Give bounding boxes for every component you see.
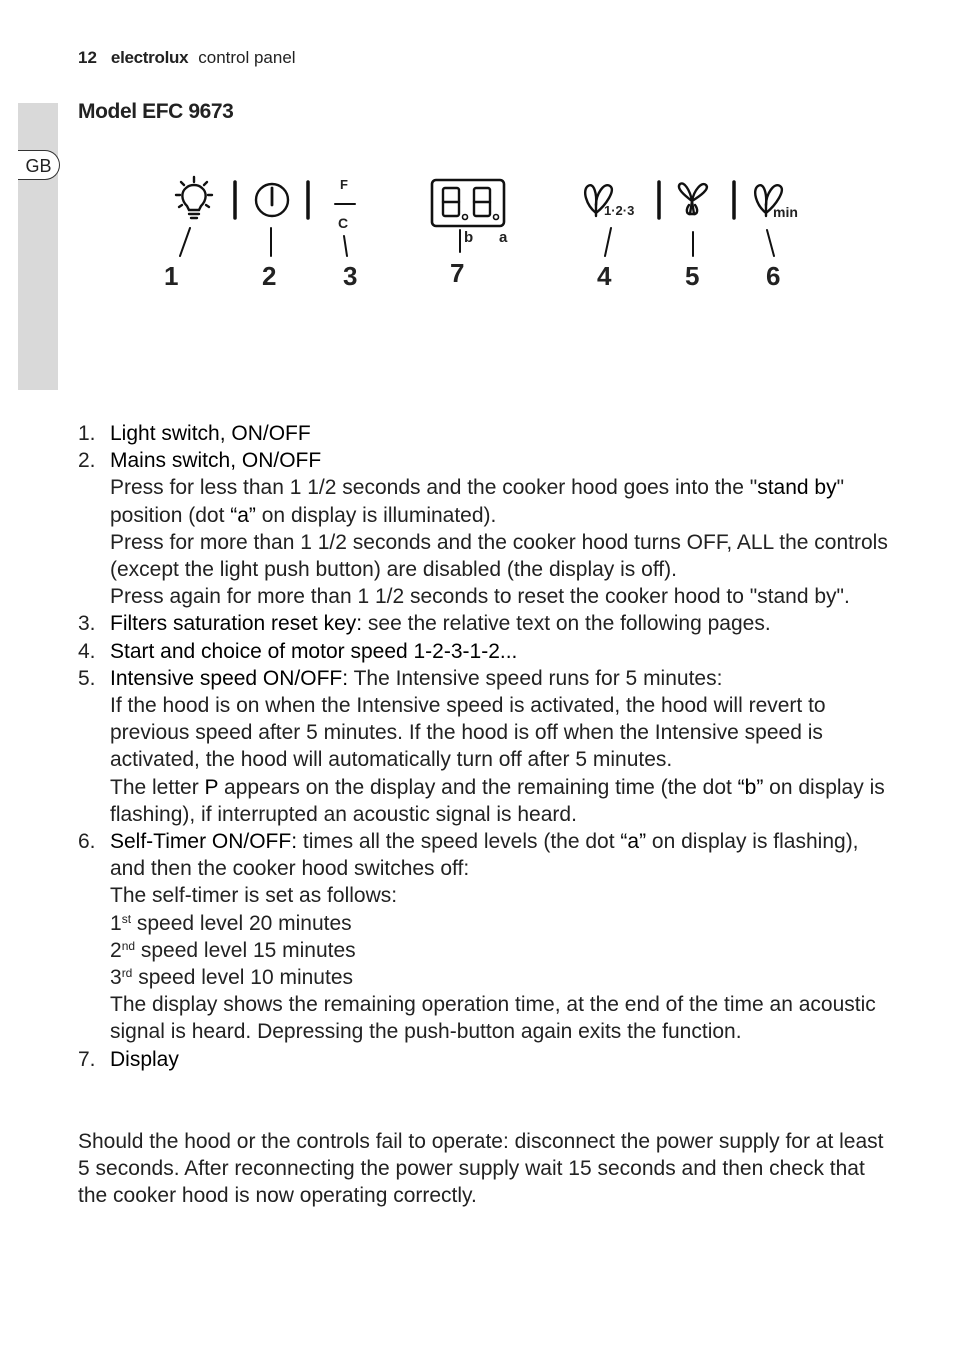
text: on display is flashing), if interrupted an acoustic signal is heard.	[110, 775, 885, 826]
item-paragraph: Press for more than 1 1/2 seconds and the cooker hood turns OFF, ALL the controls (except the light push button) are disabled (the display is off).	[110, 530, 888, 582]
item-number: 5.	[78, 666, 96, 690]
text: “b”	[737, 775, 764, 799]
text: on display is flashing), and then the cooker hood switches off:	[110, 830, 859, 881]
control-panel-diagram	[0, 0, 954, 400]
item-text: see the relative text on the following pages.	[362, 612, 771, 636]
item-number: 1.	[78, 422, 96, 445]
list-item	[78, 665, 898, 828]
item-number: 7.	[78, 1047, 96, 1071]
list-item	[78, 638, 898, 665]
callout-1: 1	[164, 261, 179, 291]
text: 1	[110, 911, 122, 935]
item-paragraph	[110, 474, 898, 528]
page-number: 12	[78, 48, 97, 67]
text: “a”	[620, 830, 647, 854]
leader-line-6	[767, 230, 774, 256]
troubleshooting-note: Should the hood or the controls fail to operate: disconnect the power supply for at least 5 seconds. After reconnecting the power supply wait 15 seconds and then check that the cooker hood is now operating correctly.	[78, 1130, 884, 1208]
item-paragraph: If the hood is on when the Intensive speed is activated, the hood will revert to previous speed after 5 minutes. If the hood is off when the Intensive speed is activated, the hood will automatically turn off after 5 minutes.	[110, 694, 826, 772]
text: P	[204, 775, 219, 799]
text: “a”	[230, 503, 256, 527]
item-number: 4.	[78, 639, 96, 663]
text: appears on the display and the remaining time (the dot	[218, 775, 738, 799]
list-item	[78, 1046, 898, 1073]
language-badge: GB	[18, 150, 60, 180]
callout-3: 3	[343, 261, 358, 291]
item-paragraph: The display shows the remaining operation time, at the end of the time an acoustic signal is heard. Depressing the push-button again exits the function.	[110, 993, 876, 1044]
power-icon	[256, 184, 288, 216]
callout-5: 5	[685, 261, 700, 291]
leader-line-3	[344, 236, 347, 256]
callout-7: 7	[450, 258, 465, 288]
item-number: 2.	[78, 449, 96, 473]
text: speed level 15 minutes	[135, 938, 356, 962]
text: speed level 20 minutes	[131, 911, 352, 935]
text: on display is illuminated).	[255, 503, 497, 527]
text: Press for less than 1 1/2 seconds and the cooker hood goes into the "	[110, 476, 758, 500]
item-paragraph: The self-timer is set as follows:	[110, 884, 398, 908]
callout-2: 2	[262, 261, 277, 291]
speed-min-label: min	[773, 204, 798, 220]
leader-line-4	[605, 228, 611, 256]
leader-line-1	[180, 228, 190, 256]
ordinal-suffix: nd	[121, 938, 136, 953]
item-title: Filters saturation reset key:	[110, 612, 363, 636]
timer-level-1	[110, 910, 898, 937]
speed-123-label: 1·2·3	[604, 203, 635, 218]
brand-name: electrolux	[110, 48, 189, 67]
text: 2	[110, 938, 122, 962]
item-title: Self-Timer ON/OFF:	[110, 830, 298, 854]
section-name: control panel	[198, 48, 296, 67]
text: speed level 10 minutes	[132, 966, 353, 990]
filter-f-label: F	[340, 177, 348, 192]
callout-4: 4	[597, 261, 612, 291]
list-item	[78, 447, 898, 610]
display-icon	[432, 180, 504, 226]
item-title: Display	[110, 1047, 179, 1071]
list-item	[78, 610, 898, 637]
item-title: Start and choice of motor speed 1-2-3-1-2...	[110, 639, 518, 663]
text: times all the speed levels (the dot	[297, 830, 621, 854]
light-bulb-icon	[176, 177, 212, 218]
item-title: Mains switch, ON/OFF	[110, 449, 322, 473]
text: 3	[110, 966, 122, 990]
list-item	[78, 828, 898, 1046]
item-title: Intensive speed ON/OFF:	[110, 666, 349, 690]
item-paragraph: Press again for more than 1 1/2 seconds to reset the cooker hood to "stand by".	[110, 585, 850, 609]
filter-c-label: C	[338, 215, 349, 231]
ordinal-suffix: st	[121, 911, 132, 926]
ordinal-suffix: rd	[121, 966, 133, 981]
model-title: Model EFC 9673	[78, 100, 234, 123]
callout-6: 6	[766, 261, 781, 291]
item-title: Light switch, ON/OFF	[110, 422, 311, 445]
timer-level-3	[110, 964, 898, 991]
text: The letter	[110, 775, 205, 799]
item-text: The Intensive speed runs for 5 minutes:	[348, 666, 723, 690]
list-item	[78, 420, 898, 447]
dot-a-label: a	[499, 229, 508, 246]
text: " position (dot	[110, 476, 845, 527]
dot-b-label: b	[464, 229, 474, 246]
item-paragraph	[110, 774, 898, 828]
control-description-list	[78, 420, 898, 1073]
control-panel-drawing	[0, 0, 954, 400]
fan-intensive-icon	[679, 183, 707, 214]
timer-level-2	[110, 937, 898, 964]
text: stand by	[757, 476, 837, 500]
item-number: 3.	[78, 612, 96, 636]
item-number: 6.	[78, 830, 96, 854]
